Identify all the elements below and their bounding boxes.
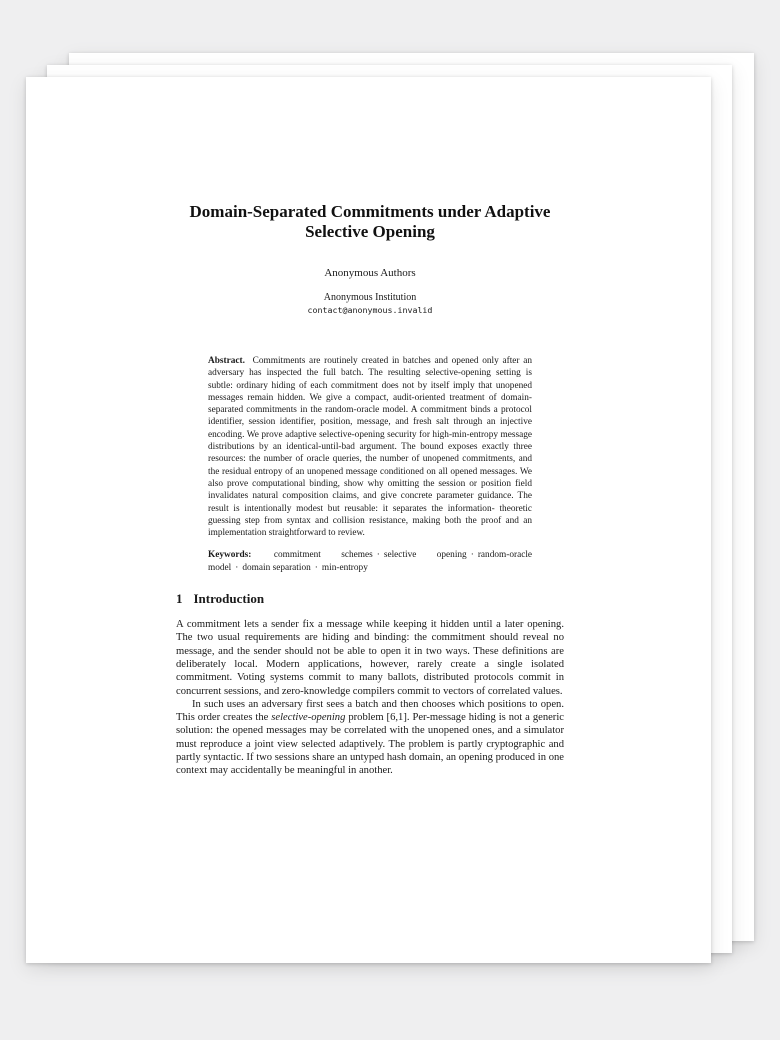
keyword: commitment schemes [273, 550, 373, 561]
keywords-label: Keywords: [208, 550, 252, 561]
keyword: selective opening [383, 550, 467, 561]
abstract-label: Abstract. [208, 356, 245, 366]
abstract [208, 355, 532, 539]
paragraph-text: problem [6,1]. Per-message hiding is not a generic solution: the opened messages may be correlated with the unopened ones, and a simulator must reproduce a joint view selected adaptively. The problem is partly cryptographic and partly syntactic. If two sessions share an untyped hash domain, an opening produced in one context may accidentally be meaningful in another. [176, 712, 564, 777]
section-title: Introduction [193, 591, 265, 607]
keyword-separator: · [235, 562, 239, 573]
keyword-separator: · [470, 550, 474, 561]
section-heading [176, 591, 564, 607]
page-content [176, 202, 564, 778]
keyword-separator: · [376, 550, 380, 561]
keyword: domain separation [242, 562, 311, 573]
keyword-separator: · [314, 562, 318, 573]
paper-institution: Anonymous Institution [323, 292, 417, 303]
body-paragraph: A commitment lets a sender fix a message while keeping it hidden until a later opening. The two usual requirements are hiding and binding: the commitment should reveal no message, and the sender should not be able to open it in two ways. These definitions are deliberately local. Modern applications, however, rarely create a single isolated commitment. Voting systems commit to many ballots, distributed protocols commit in concurrent sessions, and zero-knowledge compilers commit to vectors of correlated values. [176, 619, 564, 697]
paper-authors: Anonymous Authors [324, 267, 416, 279]
paper-title: Domain-Separated Commitments under Adaptive Selective Opening [189, 202, 551, 241]
keywords [208, 549, 532, 574]
emphasis-term: selective-opening [271, 712, 346, 724]
paper-page [26, 77, 711, 963]
paragraph-text: In such uses an adversary first sees a batch and then chooses which positions to open. This order creates the [176, 698, 564, 724]
keyword: random-oracle model [208, 550, 533, 573]
paper-email: contact@anonymous.invalid [307, 305, 433, 315]
body-paragraph [176, 698, 564, 778]
keyword: min-entropy [321, 562, 368, 573]
abstract-text: Commitments are routinely created in batches and opened only after an adversary has inspected the full batch. The resulting selective-opening setting is subtle: ordinary hiding of each commitment does not by itself imply that unopened messages remain hidden. We give a compact, audit-oriented treatment of domain-separated commitments in the random-oracle model. A commitment binds a protocol identifier, session identifier, position, message, and fresh salt through an injective encoding. We prove adaptive selective-opening security for high-min-entropy message distributions by an identical-until-bad argument. The bound exposes exactly three resources: the number of oracle queries, the number of unopened commitments, and the residual entropy of an unopened message conditioned on all opened messages. We also prove computational binding, show why omitting the session or position field invalidates natural composition claims, and give concrete parameter guidance. The result is intentionally modest but reusable: it separates the information- theoretic guessing step from syntax and collision resistance, making both the proof and an implementation straightforward to review. [208, 356, 533, 539]
section-number: 1 [176, 591, 183, 607]
